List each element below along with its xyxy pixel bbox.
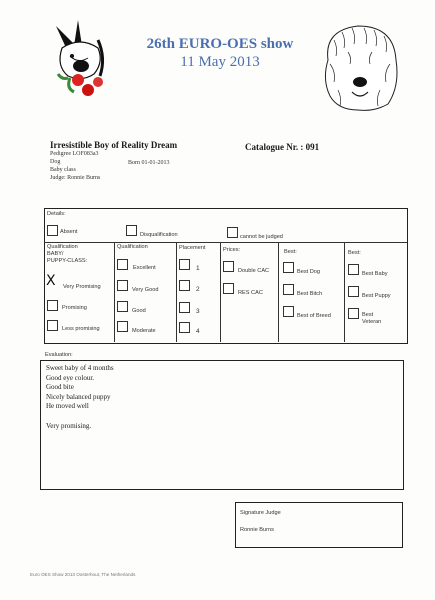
best-header-2: Best: <box>348 250 361 256</box>
prices-header: Prices: <box>223 247 241 253</box>
evaluation-line: He moved well <box>46 402 89 411</box>
best-header-1: Best: <box>284 249 297 255</box>
evaluation-line <box>46 412 114 422</box>
promising-label: Promising <box>62 305 87 311</box>
pedigree-number: Pedigree LOF083a3 <box>50 151 99 157</box>
evaluation-line: Sweet baby of 4 months <box>46 364 114 372</box>
qual-baby-header <box>47 244 87 265</box>
show-title-block <box>100 36 340 71</box>
best-baby-label: Best Baby <box>362 271 388 277</box>
best-bitch-label: Best Bitch <box>297 291 323 297</box>
best-of-breed-label: Best of Breed <box>297 313 331 319</box>
placement-3-checkbox[interactable] <box>179 302 190 313</box>
evaluation-line: Nicely balanced puppy <box>46 392 111 401</box>
placement-1-checkbox[interactable] <box>179 259 190 270</box>
cannot-be-judged-label: cannot be judged <box>240 234 283 240</box>
very-promising-x-mark[interactable]: X <box>46 273 56 289</box>
dog-class: Baby class <box>50 167 76 173</box>
details-divider <box>44 242 407 243</box>
double-cac-label: Double CAC <box>238 268 270 274</box>
column-divider <box>220 242 221 342</box>
show-date: 11 May 2013 <box>180 54 260 70</box>
absent-checkbox[interactable] <box>47 225 58 236</box>
best-baby-checkbox[interactable] <box>348 264 359 275</box>
double-cac-checkbox[interactable] <box>223 261 234 272</box>
evaluation-line: Good eye colour. <box>46 373 95 382</box>
promising-checkbox[interactable] <box>47 300 58 311</box>
qual-baby-header-line2: BABY/ <box>47 251 64 257</box>
evaluation-line: Very promising. <box>46 421 92 430</box>
birth-date: Born 01-01-2013 <box>128 160 170 166</box>
best-puppy-label: Best Puppy <box>362 293 391 299</box>
best-veteran-label-line1: Best <box>362 312 374 318</box>
best-veteran-label <box>362 312 381 326</box>
best-puppy-checkbox[interactable] <box>348 286 359 297</box>
column-divider <box>278 242 279 342</box>
dog-sex: Dog <box>50 159 61 165</box>
dog-name: Irresistible Boy of Reality Dream <box>50 140 178 150</box>
signature-label: Signature Judge <box>240 510 281 516</box>
moderate-checkbox[interactable] <box>117 321 128 332</box>
column-divider <box>114 242 115 342</box>
disqualification-label: Disqualification <box>140 232 178 238</box>
less-promising-label: Less promising <box>62 326 100 332</box>
placement-header: Placement <box>179 245 206 251</box>
res-cac-label: RES CAC <box>238 290 263 296</box>
column-divider <box>344 242 345 342</box>
excellent-checkbox[interactable] <box>117 259 128 270</box>
best-veteran-checkbox[interactable] <box>348 308 359 319</box>
qual-baby-header-line1: Qualification <box>47 244 78 250</box>
qual-baby-header-line3: PUPPY-CLASS: <box>47 258 88 264</box>
placement-4-label: 4 <box>196 328 200 335</box>
signature-name: Ronnie Burns <box>240 527 274 533</box>
evaluation-label: Evaluation: <box>45 352 73 358</box>
best-veteran-label-line2: Veteran <box>362 319 382 325</box>
results-form <box>44 208 408 344</box>
disqualification-checkbox[interactable] <box>126 225 137 236</box>
evaluation-text <box>46 364 114 431</box>
judge-name-info: Judge: Ronnie Burns <box>50 175 101 181</box>
placement-3-label: 3 <box>196 308 200 315</box>
best-of-breed-checkbox[interactable] <box>283 306 294 317</box>
details-label: Details: <box>47 211 66 217</box>
qual-header: Qualification <box>117 244 148 250</box>
excellent-label: Excellent <box>133 265 156 271</box>
placement-4-checkbox[interactable] <box>179 322 190 333</box>
footer-text: Euro OES Show 2013 Oosterhout, The Netherlands <box>30 572 136 577</box>
res-cac-checkbox[interactable] <box>223 283 234 294</box>
cannot-be-judged-checkbox[interactable] <box>227 227 238 238</box>
very-good-label: Very Good <box>132 287 159 293</box>
best-bitch-checkbox[interactable] <box>283 284 294 295</box>
sheepdog-head-illustration <box>318 20 404 114</box>
good-checkbox[interactable] <box>117 301 128 312</box>
placement-1-label: 1 <box>196 265 200 272</box>
very-promising-label: Very Promising <box>63 284 101 290</box>
moderate-label: Moderate <box>132 328 156 334</box>
very-good-checkbox[interactable] <box>117 280 128 291</box>
show-title: 26th EURO-OES show <box>146 36 294 52</box>
good-label: Good <box>132 308 146 314</box>
catalogue-number: Catalogue Nr. : 091 <box>245 142 320 152</box>
evaluation-line: Good bite <box>46 383 74 392</box>
best-dog-label: Best Dog <box>297 269 321 275</box>
absent-label: Absent <box>60 229 78 235</box>
signature-box[interactable] <box>235 502 403 548</box>
best-dog-checkbox[interactable] <box>283 262 294 273</box>
placement-2-checkbox[interactable] <box>179 280 190 291</box>
placement-2-label: 2 <box>196 286 200 293</box>
column-divider <box>176 242 177 342</box>
less-promising-checkbox[interactable] <box>47 320 58 331</box>
